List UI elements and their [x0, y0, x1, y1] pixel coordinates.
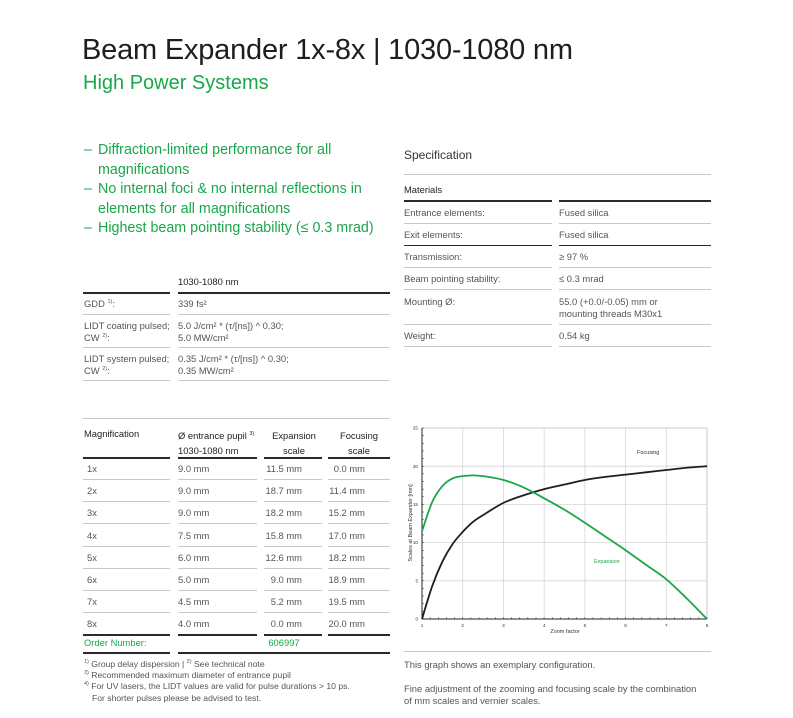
divider	[264, 479, 322, 480]
y-tick-label: 25	[412, 425, 418, 431]
cell-focusing-scale: 18.2 mm	[328, 551, 365, 563]
cell-magnification: 1x	[87, 463, 97, 474]
spec-label: Transmission:	[404, 251, 462, 262]
divider	[264, 568, 322, 569]
cell-expansion-scale: 9.0 mm	[270, 574, 302, 585]
legend-expansion-label: Expansion	[594, 559, 620, 565]
specification-section: Materials	[404, 184, 443, 195]
divider	[83, 612, 170, 613]
divider	[559, 245, 711, 246]
divider	[264, 546, 322, 547]
legend-focusing-label: Focusing	[637, 450, 660, 456]
cell-expansion-scale: 18.7 mm	[265, 485, 302, 497]
footnotes	[84, 659, 404, 704]
feature-item: – No internal foci & no internal reflections in elements for all magnifications	[84, 180, 394, 219]
page-subtitle: High Power Systems	[83, 72, 269, 94]
cell-expansion-scale: 0.0 mm	[270, 618, 302, 630]
divider	[328, 523, 390, 524]
divider	[404, 324, 552, 325]
divider	[264, 612, 322, 613]
page-title: Beam Expander 1x-8x | 1030-1080 nm	[82, 34, 573, 66]
cell-focusing-scale: 0.0 mm	[333, 463, 365, 474]
cell-expansion-scale: 18.2 mm	[265, 507, 302, 519]
divider	[178, 479, 257, 480]
y-tick-label: 0	[415, 616, 418, 622]
divider	[404, 245, 552, 246]
cell-expansion-scale: 5.2 mm	[270, 596, 302, 608]
optics-row-label: LIDT coating pulsed; CW $^{2)}$:	[84, 320, 170, 343]
divider	[83, 523, 170, 524]
y-tick-label: 5	[415, 578, 418, 584]
y-tick-label: 20	[412, 463, 418, 469]
divider	[178, 590, 257, 591]
specification-title: Specification	[404, 148, 473, 162]
spec-label: Beam pointing stability:	[404, 273, 501, 284]
divider	[328, 546, 390, 547]
divider	[404, 267, 552, 268]
divider	[264, 501, 322, 502]
x-tick-label: 7	[665, 623, 668, 628]
divider	[83, 479, 170, 480]
divider	[178, 314, 390, 315]
divider	[83, 501, 170, 502]
divider	[83, 590, 170, 591]
divider	[178, 612, 257, 613]
spec-label: Exit elements:	[404, 229, 463, 240]
x-tick-label: 5	[583, 623, 587, 628]
cell-expansion-scale: 15.8 mm	[265, 529, 302, 541]
cell-entrance-pupil: 4.5 mm	[178, 596, 210, 608]
x-tick-label: 4	[542, 623, 546, 628]
divider	[83, 314, 170, 315]
divider	[404, 200, 552, 202]
spec-value: Fused silica	[559, 229, 609, 240]
divider	[404, 346, 552, 347]
chart-x-axis-label: Zoom factor	[550, 629, 580, 635]
divider	[559, 289, 711, 290]
feature-list	[84, 141, 394, 239]
order-number-label: Order Number:	[84, 637, 147, 648]
cell-entrance-pupil: 9.0 mm	[178, 463, 210, 474]
divider	[178, 652, 390, 654]
divider	[559, 200, 711, 202]
feature-item: – Diffraction-limited performance for all magnifications	[84, 141, 394, 180]
chart-grid	[422, 428, 707, 619]
cell-magnification: 7x	[87, 596, 97, 608]
divider	[178, 546, 257, 547]
divider	[178, 568, 257, 569]
cell-magnification: 4x	[87, 529, 97, 541]
cell-focusing-scale: 20.0 mm	[328, 618, 365, 630]
x-tick-label: 8	[705, 623, 709, 628]
divider	[328, 501, 390, 502]
divider	[264, 457, 322, 459]
cell-focusing-scale: 11.4 mm	[329, 485, 365, 497]
divider	[178, 523, 257, 524]
divider	[178, 292, 390, 294]
cell-entrance-pupil: 5.0 mm	[178, 574, 210, 585]
divider	[404, 174, 711, 175]
spec-value: 55.0 (+0.0/-0.05) mm or mounting threads M30x1	[559, 296, 663, 319]
header-focusing-scale: Focusing scale	[339, 430, 379, 456]
footnote-4-continued: For shorter pulses please be advised to test.	[92, 692, 262, 703]
divider	[83, 380, 170, 381]
spec-value: ≤ 0.3 mrad	[559, 273, 604, 284]
optics-column-header: 1030-1080 nm	[178, 276, 239, 287]
divider	[328, 479, 390, 480]
cell-magnification: 2x	[87, 485, 97, 497]
divider	[83, 546, 170, 547]
divider	[83, 652, 170, 654]
divider	[559, 324, 711, 325]
header-expansion-scale: Expansion scale	[272, 430, 316, 456]
divider	[178, 457, 257, 459]
divider	[83, 418, 390, 419]
header-entrance-pupil: Ø entrance pupil $^{3)}$ 1030-1080 nm	[178, 430, 255, 456]
divider	[83, 347, 170, 348]
cell-focusing-scale: 15.2 mm	[328, 507, 365, 519]
spec-label: Entrance elements:	[404, 207, 485, 218]
x-tick-label: 2	[461, 623, 464, 628]
cell-entrance-pupil: 9.0 mm	[178, 485, 210, 497]
spec-label: Mounting Ø:	[404, 296, 456, 307]
chart-y-axis-label: Scales at Beam Expander [mm]	[408, 484, 414, 562]
cell-magnification: 3x	[87, 507, 97, 519]
divider	[328, 612, 390, 613]
cell-magnification: 5x	[87, 551, 97, 563]
spec-value: Fused silica	[559, 207, 609, 218]
divider	[328, 457, 390, 459]
y-tick-label: 15	[412, 502, 418, 507]
divider	[83, 457, 170, 459]
divider	[328, 568, 390, 569]
optics-row-label: GDD $^{1)}$:	[84, 298, 115, 309]
x-tick-label: 1	[420, 623, 424, 628]
divider	[559, 223, 711, 224]
divider	[404, 651, 711, 652]
divider	[178, 380, 390, 381]
divider	[404, 223, 552, 224]
optics-row-value: 5.0 J/cm² * (τ/[ns]) ^ 0.30; 5.0 MW/cm²	[178, 320, 284, 343]
cell-focusing-scale: 19.5 mm	[328, 596, 365, 608]
optics-row-label: LIDT system pulsed; CW $^{2)}$:	[84, 353, 170, 376]
optics-row-value: 339 fs²	[178, 298, 207, 309]
chart-frame	[422, 428, 707, 619]
graph-note: This graph shows an exemplary configuration.	[404, 659, 596, 670]
footnote-3: $^{3)}$ Recommended maximum diameter of entrance pupil	[84, 670, 291, 681]
cell-focusing-scale: 18.9 mm	[328, 574, 365, 585]
x-tick-label: 6	[624, 623, 627, 628]
spec-value: 0.54 kg	[559, 330, 590, 341]
optics-row-value: 0.35 J/cm² * (τ/[ns]) ^ 0.30; 0.35 MW/cm²	[178, 353, 289, 376]
divider	[178, 347, 390, 348]
spec-value: ≥ 97 %	[559, 251, 589, 262]
divider	[404, 289, 552, 290]
footnote-1-2: $^{1)}$ Group delay dispersion | $^{2)}$ See technical note	[84, 659, 265, 669]
cell-entrance-pupil: 7.5 mm	[178, 529, 210, 541]
order-number-value[interactable]: 606997	[268, 637, 300, 648]
cell-magnification: 6x	[87, 574, 97, 585]
fine-adjustment-note: Fine adjustment of the zooming and focusing scale by the combination of mm scales and vernier scales.	[404, 683, 697, 706]
cell-expansion-scale: 12.6 mm	[265, 551, 302, 563]
divider	[264, 590, 322, 591]
footnote-4: $^{4)}$ For UV lasers, the LIDT values are valid for pulse durations > 10 ps.	[84, 681, 350, 692]
header-magnification: Magnification	[84, 428, 140, 439]
cell-expansion-scale: 11.5 mm	[266, 463, 302, 474]
cell-entrance-pupil: 6.0 mm	[178, 551, 210, 563]
divider	[264, 523, 322, 524]
divider	[83, 292, 170, 294]
feature-item: – Highest beam pointing stability (≤ 0.3 mrad)	[84, 219, 394, 239]
cell-focusing-scale: 17.0 mm	[328, 529, 365, 541]
divider	[559, 267, 711, 268]
divider	[83, 568, 170, 569]
y-tick-label: 10	[412, 540, 418, 546]
cell-entrance-pupil: 9.0 mm	[178, 507, 210, 519]
x-tick-label: 3	[502, 623, 505, 628]
spec-label: Weight:	[404, 330, 436, 341]
cell-entrance-pupil: 4.0 mm	[178, 618, 210, 630]
cell-magnification: 8x	[87, 618, 97, 630]
divider	[178, 501, 257, 502]
divider	[559, 346, 711, 347]
divider	[328, 590, 390, 591]
zoom-chart	[398, 418, 718, 644]
